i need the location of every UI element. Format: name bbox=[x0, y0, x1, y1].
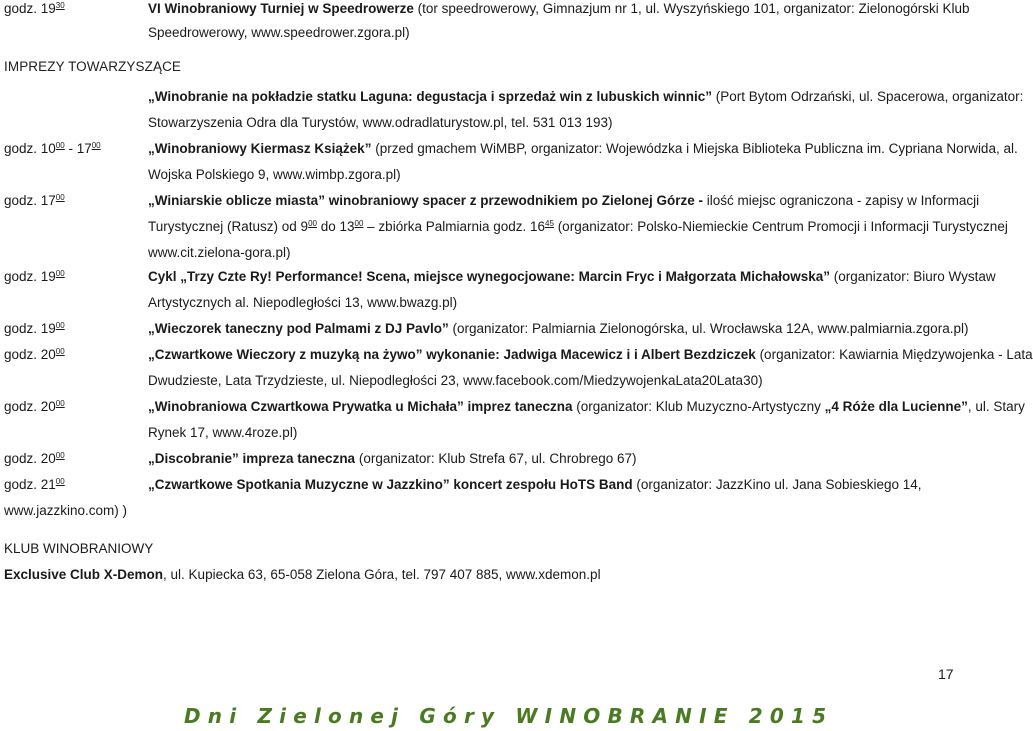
event-description: „Winobraniowa Czwartkowa Prywatka u Michała” imprez taneczna (organizator: Klub Muzyczno-Artystyczny „4 Róże dla Lucienne”, ul. Stary bbox=[148, 399, 1025, 414]
page-number: 17 bbox=[938, 666, 954, 682]
event-time: godz. $19^{30}$ bbox=[4, 1, 65, 16]
event-description: „Winiarskie oblicze miasta” winobraniowy spacer z przewodnikiem po Zielonej Górze - ilość miejsc ograniczona - zapisy w Informacji bbox=[148, 193, 980, 208]
event-time: godz. $10^{00} - 17^{00}$ bbox=[4, 141, 101, 156]
event-time: godz. $21^{00}$ bbox=[4, 477, 65, 492]
event-time: godz. $20^{00}$ bbox=[4, 451, 65, 466]
event-description-cont: www.jazzkino.com) ) bbox=[4, 503, 128, 518]
event-time: godz. $20^{00}$ bbox=[4, 399, 65, 414]
klub-description: Exclusive Club X-Demon, ul. Kupiecka 63, 65-058 Zielona Góra, tel. 797 407 885, www.xdemon.pl bbox=[4, 567, 601, 582]
event-time: godz. $17^{00}$ bbox=[4, 193, 65, 208]
event-time: godz. $19^{00}$ bbox=[4, 269, 65, 284]
event-description-cont: Artystycznych al. Niepodległości 13, www.bwazg.pl) bbox=[148, 295, 458, 310]
event-description: „Wieczorek taneczny pod Palmami z DJ Pavlo” (organizator: Palmiarnia Zielonogórska, ul. Wrocławska 12A, www.palmiarnia.zgora.pl) bbox=[148, 321, 969, 336]
event-description: „Discobranie” impreza taneczna (organizator: Klub Strefa 67, ul. Chrobrego 67) bbox=[148, 451, 637, 466]
event-description: Cykl „Trzy Czte Ry! Performance! Scena, miejsce wynegocjowane: Marcin Fryc i Małgorzata Michałowska” (organizator: Biuro Wystaw bbox=[148, 269, 996, 284]
event-description-cont: Rynek 17, www.4roze.pl) bbox=[148, 425, 298, 440]
event-description: „Winobraniowy Kiermasz Książek” (przed gmachem WiMBP, organizator: Wojewódzka i Miejska Biblioteka Publiczna im. Cypriana Norwida, al. bbox=[148, 141, 1018, 156]
event-description-cont: Dwudzieste, Lata Trzydzieste, ul. Niepodległości 23, www.facebook.com/MiedzywojenkaLata20Lata30) bbox=[148, 373, 763, 388]
event-description-cont: Stowarzyszenia Odra dla Turystów, www.odradlaturystow.pl, tel. 531 013 193) bbox=[148, 115, 613, 130]
footer-title: Dni Zielonej Góry WINOBRANIE 2015 bbox=[184, 704, 834, 728]
event-description-cont: Speedrowerowy, www.speedrower.zgora.pl) bbox=[148, 25, 410, 40]
section-heading-imprezy: IMPREZY TOWARZYSZĄCE bbox=[4, 59, 182, 74]
event-description: „Winobranie na pokładzie statku Laguna: degustacja i sprzedaż win z lubuskich winnic” (Port Bytom Odrzański, ul. Spacerowa, organizator: bbox=[148, 89, 1024, 104]
event-description-cont: Wojska Polskiego 9, www.wimbp.zgora.pl) bbox=[148, 167, 401, 182]
event-description: VI Winobraniowy Turniej w Speedrowerze (tor speedrowerowy, Gimnazjum nr 1, ul. Wyszyńskiego 101, organizator: Zielonogórski Klub bbox=[148, 1, 970, 16]
event-description: „Czwartkowe Wieczory z muzyką na żywo” wykonanie: Jadwiga Macewicz i i Albert Bezdziczek (organizator: Kawiarnia Międzywojenka - Lata bbox=[148, 347, 1033, 362]
event-description: „Czwartkowe Spotkania Muzyczne w Jazzkino” koncert zespołu HoTS Band (organizator: JazzKino ul. Jana Sobieskiego 14, bbox=[148, 477, 922, 492]
event-time: godz. $20^{00}$ bbox=[4, 347, 65, 362]
section-heading-klub: KLUB WINOBRANIOWY bbox=[4, 541, 154, 556]
event-description-cont: www.cit.zielona-gora.pl) bbox=[148, 245, 291, 260]
event-description-cont: Turystycznej (Ratusz) od $9^{00}$ do $13^{00}$ – zbiórka Palmiarnia godz. $16^{45}$ (organizator: Polsko-Niemieckie Centrum Promocji i Informacji Turystycznej bbox=[148, 219, 1008, 234]
event-time: godz. $19^{00}$ bbox=[4, 321, 65, 336]
